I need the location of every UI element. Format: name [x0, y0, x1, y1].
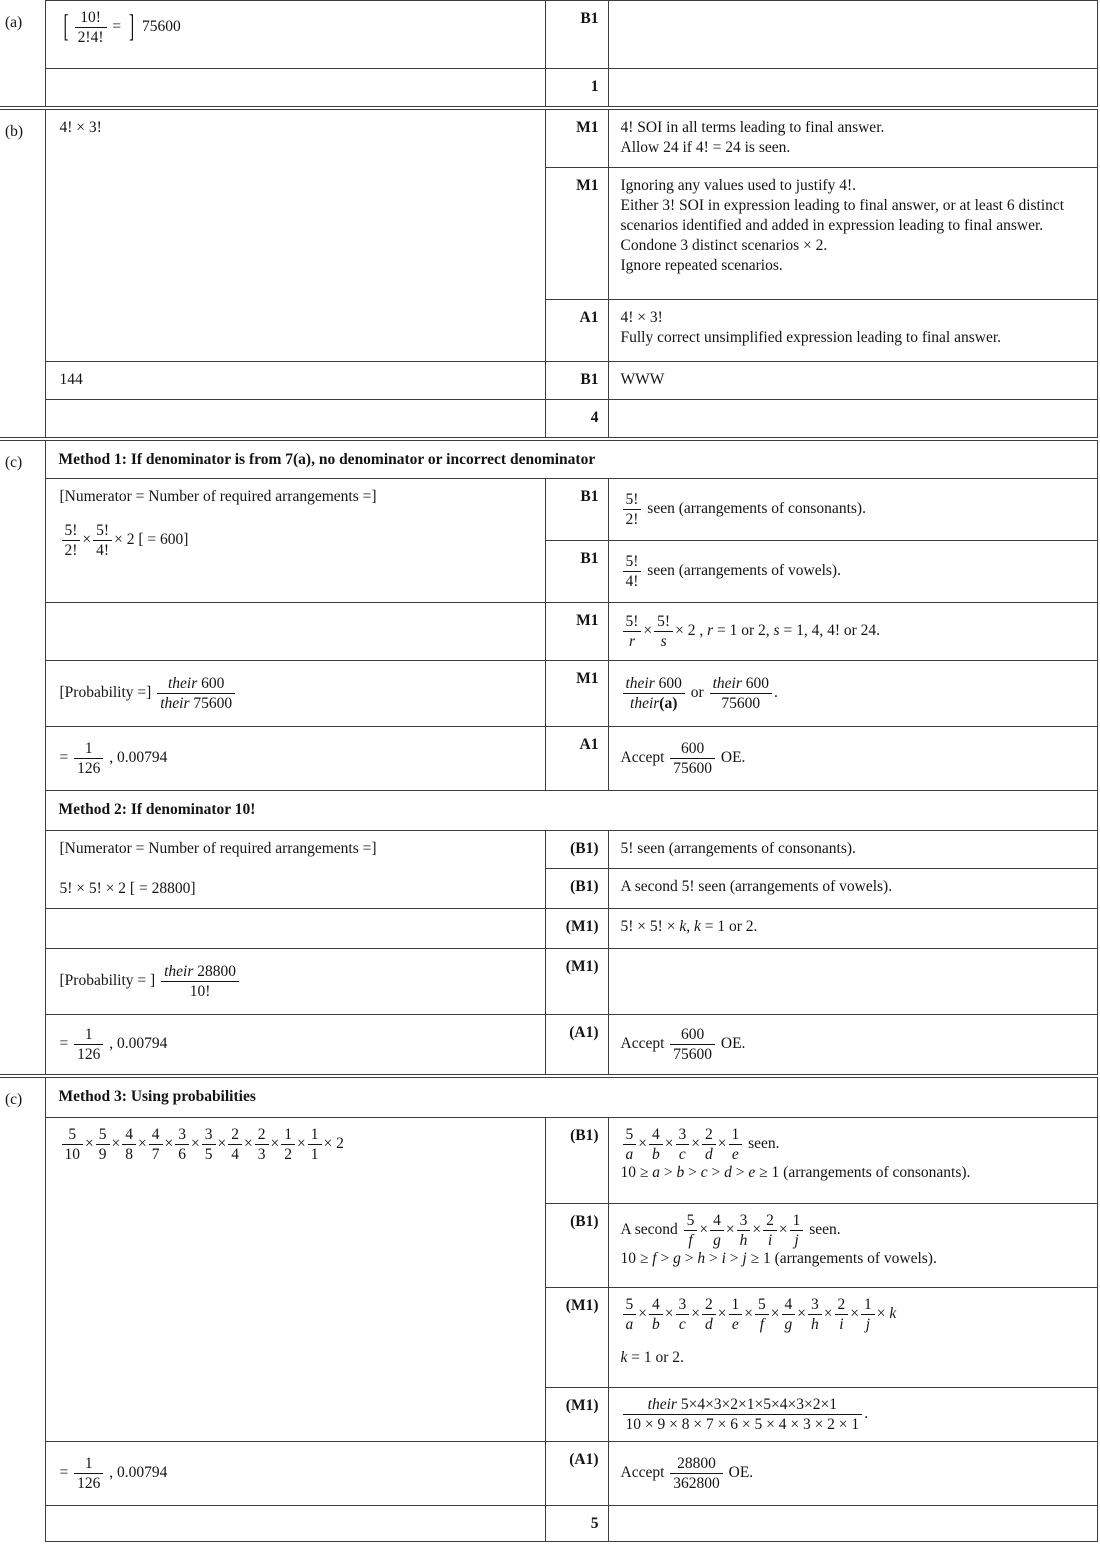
guidance-cell [608, 1118, 1097, 1204]
answer-cell [45, 1506, 545, 1542]
guidance-cell [608, 1204, 1097, 1288]
mark-cell: M1 [545, 603, 608, 661]
answer-cell [45, 479, 545, 603]
mark-cell: A1 [545, 727, 608, 791]
guidance-expression: $\frac{5}{a}$ × $\frac{4}{b}$ × $\frac{3}{c}$ × $\frac{2}{d}$ × $\frac{1}{e}$ seen. [621, 1126, 1085, 1163]
table-row [0, 791, 1097, 831]
mark-cell: (B1) [545, 831, 608, 869]
guidance-cell: $\frac{\text{their 600}}{\text{their(a)}}$ or $\frac{\text{their 600}}{75600}$ . [608, 661, 1097, 727]
mark-cell: (B1) [545, 1204, 608, 1288]
part-label-b: (b) [0, 110, 45, 438]
guidance-cell: $\frac{\text{their 5×4×3×2×1×5×4×3×2×1}}{10 \times 9 \times 8 \times 7 \times 6 \times 5 \times 4 \times 3 \times 2 \times 1}$ . [608, 1388, 1097, 1442]
guidance-cell: Accept $\frac{600}{75600}$ OE. [608, 1015, 1097, 1075]
method-3-header: Method 3: Using probabilities [45, 1078, 1097, 1118]
part-label-a: (a) [0, 1, 45, 107]
mark-cell: (M1) [545, 949, 608, 1015]
guidance-cell [608, 69, 1097, 107]
guidance-cell [608, 400, 1097, 438]
table-row [0, 727, 1097, 791]
guidance-cell [608, 1, 1097, 69]
guidance-cell [608, 168, 1097, 300]
table-row [0, 603, 1097, 661]
guidance-line: 4! × 3! [620, 309, 663, 326]
guidance-line: 10 ≥ a > b > c > d > e ≥ 1 (arrangements of consonants). [620, 1164, 971, 1181]
guidance-line: Fully correct unsimplified expression leading to final answer. [620, 329, 1002, 346]
total-marks-cell: 1 [545, 69, 608, 107]
answer-cell: = $\frac{1}{126}$ , 0.00794 [45, 1442, 545, 1506]
guidance-line: Ignoring any values used to justify 4!. [620, 177, 856, 194]
table-row [0, 362, 1097, 400]
mark-cell: M1 [545, 661, 608, 727]
guidance-expression: $\frac{5}{a}$ × $\frac{4}{b}$ × $\frac{3}{c}$ × $\frac{2}{d}$ × $\frac{1}{e}$ × $\frac{5}{f}$ × $\frac{4}{g}$ × $\frac{3}{h}$ × $\frac{2}{i}$ × $\frac{1}{j}$ × k [621, 1296, 1085, 1333]
guidance-cell: 5! × 5! × k, k = 1 or 2. [608, 909, 1097, 949]
mark-cell: B1 [545, 1, 608, 69]
table-row [0, 1015, 1097, 1075]
part-label-c: (c) [0, 441, 45, 1075]
guidance-cell: 5! seen (arrangements of consonants). [608, 831, 1097, 869]
guidance-cell [608, 949, 1097, 1015]
guidance-line: Condone 3 distinct scenarios × 2. [620, 237, 828, 254]
guidance-line: k = 1 or 2. [620, 1349, 684, 1366]
guidance-cell: WWW [608, 362, 1097, 400]
guidance-line: 10 ≥ f > g > h > i > j ≥ 1 (arrangements of vowels). [620, 1250, 937, 1267]
answer-cell [45, 1118, 545, 1442]
section-c2-table [0, 1077, 1098, 1542]
guidance-cell: $\frac{5!}{r}$ × $\frac{5!}{s}$ × 2 , r = 1 or 2, s = 1, 4, 4! or 24. [608, 603, 1097, 661]
guidance-line: Either 3! SOI in expression leading to final answer, or at least 6 distinct scenarios identified and added in expression leading to final answer. [620, 197, 1065, 234]
answer-cell: [Probability =] $\frac{\text{their 600}}{\text{their 75600}}$ [45, 661, 545, 727]
mark-cell: (B1) [545, 1118, 608, 1204]
table-row [0, 1078, 1097, 1118]
guidance-cell [608, 300, 1097, 362]
answer-cell: = $\frac{1}{126}$ , 0.00794 [45, 727, 545, 791]
mark-cell: (M1) [545, 909, 608, 949]
guidance-cell: $\frac{5!}{2!}$ seen (arrangements of consonants). [608, 479, 1097, 541]
method-2-header: Method 2: If denominator 10! [45, 791, 1097, 831]
answer-cell [45, 603, 545, 661]
mark-cell: B1 [545, 479, 608, 541]
guidance-cell: Accept $\frac{600}{75600}$ OE. [608, 727, 1097, 791]
table-row [0, 1118, 1097, 1204]
section-c1-table [0, 440, 1098, 1075]
answer-cell [45, 69, 545, 107]
answer-cell [45, 110, 545, 362]
table-row [0, 479, 1097, 541]
mark-cell: M1 [545, 168, 608, 300]
table-row [0, 441, 1097, 479]
guidance-line: 4! SOI in all terms leading to final answer. [620, 119, 885, 136]
method-1-header: Method 1: If denominator is from 7(a), no denominator or incorrect denominator [45, 441, 1097, 479]
answer-cell: 144 [45, 362, 545, 400]
table-row [0, 831, 1097, 869]
guidance-cell [608, 1506, 1097, 1542]
table-row [0, 1, 1097, 69]
guidance-cell: A second 5! seen (arrangements of vowels). [608, 869, 1097, 909]
table-row [0, 949, 1097, 1015]
answer-cell: = $\frac{1}{126}$ , 0.00794 [45, 1015, 545, 1075]
mark-cell: B1 [545, 541, 608, 603]
answer-cell [45, 400, 545, 438]
guidance-cell: Accept $\frac{28800}{362800}$ OE. [608, 1442, 1097, 1506]
answer-expression: $\frac{5!}{2!}$ × $\frac{5!}{4!}$ × 2 [ = 600] [60, 522, 535, 559]
guidance-cell: $\frac{5!}{4!}$ seen (arrangements of vowels). [608, 541, 1097, 603]
table-row [0, 661, 1097, 727]
mark-cell: (M1) [545, 1288, 608, 1388]
section-b-table [0, 109, 1098, 438]
table-row [0, 1442, 1097, 1506]
mark-cell: A1 [545, 300, 608, 362]
answer-expression: 4! × 3! [59, 119, 102, 136]
answer-expression: [ $\frac{10!}{2!4!}$ = ] 75600 [63, 9, 181, 46]
answer-cell [45, 1, 545, 69]
table-row [0, 909, 1097, 949]
section-a-table [0, 0, 1098, 107]
answer-expression: 5! × 5! × 2 [ = 28800] [59, 880, 196, 897]
total-marks-cell: 4 [545, 400, 608, 438]
total-marks-cell: 5 [545, 1506, 608, 1542]
table-row [0, 69, 1097, 107]
table-row [0, 110, 1097, 168]
guidance-expression: A second $\frac{5}{f}$ × $\frac{4}{g}$ × $\frac{3}{h}$ × $\frac{2}{i}$ × $\frac{1}{j}$ seen. [620, 1212, 841, 1249]
mark-cell: (B1) [545, 869, 608, 909]
guidance-line: Allow 24 if 4! = 24 is seen. [620, 139, 791, 156]
table-row [0, 1506, 1097, 1542]
answer-expression: $\frac{5}{10}$ × $\frac{5}{9}$ × $\frac{4}{8}$ × $\frac{4}{7}$ × $\frac{3}{6}$ × $\frac{3}{5}$ × $\frac{2}{4}$ × $\frac{2}{3}$ × $\frac{1}{2}$ × $\frac{1}{1}$ × 2 [60, 1126, 535, 1163]
answer-cell [45, 831, 545, 909]
part-label-c: (c) [0, 1078, 45, 1542]
mark-cell: B1 [545, 362, 608, 400]
guidance-line: Ignore repeated scenarios. [620, 257, 783, 274]
answer-cell: [Probability = ] $\frac{\text{their 28800}}{10!}$ [45, 949, 545, 1015]
mark-cell: (A1) [545, 1015, 608, 1075]
guidance-cell [608, 1288, 1097, 1388]
guidance-cell [608, 110, 1097, 168]
answer-line: [Numerator = Number of required arrangements =] [59, 488, 377, 505]
mark-cell: (A1) [545, 1442, 608, 1506]
mark-cell: (M1) [545, 1388, 608, 1442]
table-row [0, 400, 1097, 438]
answer-line: [Numerator = Number of required arrangements =] [59, 840, 377, 857]
answer-cell [45, 909, 545, 949]
mark-cell: M1 [545, 110, 608, 168]
